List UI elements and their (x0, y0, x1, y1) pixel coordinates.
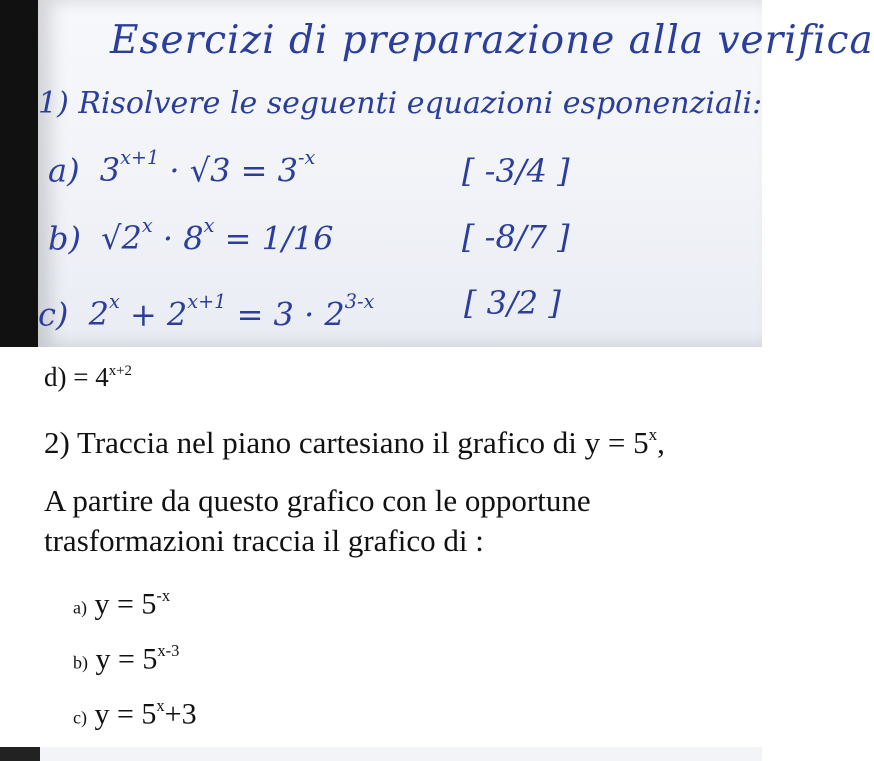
equation-b-exp1: x (141, 214, 153, 237)
equation-c-label: c) (38, 295, 69, 334)
intro-line-1: A partire da questo grafico con le opportune (44, 483, 591, 518)
item-c (73, 696, 197, 731)
item-c-label: c) (73, 707, 87, 728)
equation-c-mid: = 3 · 2 (236, 295, 345, 334)
item-b (73, 641, 179, 676)
equation-a-label: a) (48, 151, 80, 190)
equation-b-exp2: x (203, 214, 215, 237)
equation-c (38, 290, 374, 333)
item-a-label: a) (73, 597, 87, 618)
equation-c-answer: [ 3/2 ] (464, 284, 561, 322)
intro-line-2: trasformazioni traccia il grafico di : (44, 523, 484, 558)
item-b-expr: y = 5 (95, 642, 158, 676)
item-b-label: b) (73, 652, 88, 673)
handwritten-instruction: 1) Risolvere le seguenti equazioni esponenziali: (38, 86, 763, 121)
item-a-expr: y = 5 (94, 587, 157, 621)
paper-sheet (38, 0, 874, 347)
equation-a (48, 146, 315, 189)
item-c-expr: y = 5 (94, 697, 157, 731)
strip-edge (0, 747, 40, 761)
equation-b-answer: [ -8/7 ] (462, 218, 570, 256)
handwritten-photo (0, 0, 874, 347)
equation-c-exp2: x+1 (187, 290, 227, 313)
task-2-suffix: , (657, 425, 665, 460)
item-a (73, 586, 170, 621)
equation-b-mid: · 8 (162, 219, 204, 258)
equation-a-exp1: x+1 (120, 146, 160, 169)
equation-c-base: 2 (88, 295, 109, 334)
task-2 (44, 425, 665, 461)
equation-a-exp2: -x (297, 146, 316, 169)
equation-a-base: 3 (99, 151, 121, 190)
exercise-d-text: d) = 4 (44, 362, 109, 392)
item-b-exp: x-3 (157, 641, 180, 660)
handwritten-title: Esercizi di preparazione alla verifica (110, 18, 874, 63)
task-2-text: 2) Traccia nel piano cartesiano il grafico di y = 5 (44, 425, 649, 460)
exercise-d-exp: x+2 (108, 362, 132, 379)
equation-c-plus: + 2 (129, 295, 188, 334)
equation-a-mid: · √3 = 3 (169, 151, 298, 190)
task-2-exp: x (648, 425, 658, 445)
bottom-photo-strip (0, 747, 762, 761)
item-a-exp: -x (156, 586, 171, 605)
equation-b-lhs: √2 (101, 219, 142, 258)
exercise-d (44, 362, 132, 393)
item-c-exp: x (156, 696, 165, 715)
equation-c-exp1: x (108, 290, 120, 313)
equation-c-exp3: 3-x (344, 290, 375, 313)
item-c-suffix: +3 (164, 697, 197, 731)
equation-b-label: b) (48, 219, 81, 258)
equation-b-rhs: = 1/16 (224, 219, 334, 258)
equation-a-answer: [ -3/4 ] (462, 152, 570, 190)
equation-b (48, 214, 333, 257)
